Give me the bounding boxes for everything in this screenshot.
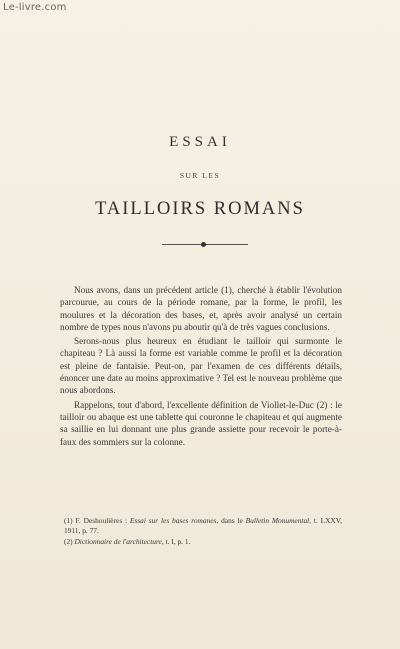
footnote-2 bbox=[60, 537, 342, 547]
footnote-2-title: Dictionnaire de l'architecture bbox=[74, 536, 162, 546]
footnote-1-mid: , dans le bbox=[216, 516, 246, 525]
footnote-1-suffix: , t. LXXV, 1911, p. 77. bbox=[64, 516, 343, 536]
footnote-1-journal: Bulletin Monumental bbox=[245, 516, 310, 525]
title-essai: ESSAI bbox=[169, 134, 231, 150]
paragraph-3: Rappelons, tout d'abord, l'excellente définition de Viollet-le-Duc (2) : le tailloir ou abaque est une tablette qui couronne le chapiteau et qui augmente sa saillie en lui donnant une plus grande assiette pour recevoir le porte-à-faux des sommiers sur la colonne. bbox=[60, 399, 342, 447]
footnote-2-prefix: (2) bbox=[64, 536, 75, 546]
footnote-1-title: Essai sur les bases romanes bbox=[129, 516, 217, 525]
footnotes bbox=[60, 516, 342, 547]
divider-ornament bbox=[201, 242, 206, 247]
watermark-text: Le-livre.com bbox=[3, 2, 67, 13]
footnote-1 bbox=[60, 516, 342, 537]
body-text bbox=[60, 284, 342, 450]
footnote-2-suffix: , t. I, p. 1. bbox=[161, 536, 191, 546]
footnote-1-prefix: (1) F. Deshoulières : bbox=[64, 516, 130, 525]
title-sur-les: SUR LES bbox=[179, 171, 221, 180]
paragraph-2: Serons-nous plus heureux en étudiant le tailloir qui surmonte le chapiteau ? Là aussi la forme est variable comme le profil et la décoration est pleine de fantaisie. Peut-on, par l'examen de ces différents détails, énoncer une date au moins approximative ? Tel est le nouveau problème que nous abordons. bbox=[60, 336, 342, 396]
paragraph-1: Nous avons, dans un précédent article (1), cherché à établir l'évolution parcourue, au cours de la période romane, par la forme, le profil, les moulures et la décoration des bases, et, après avoir analysé un certain nombre de types nous n'avons pu aboutir qu'à de très vagues conclusions. bbox=[60, 285, 342, 332]
title-tailloirs-romans: TAILLOIRS ROMANS bbox=[95, 199, 305, 219]
